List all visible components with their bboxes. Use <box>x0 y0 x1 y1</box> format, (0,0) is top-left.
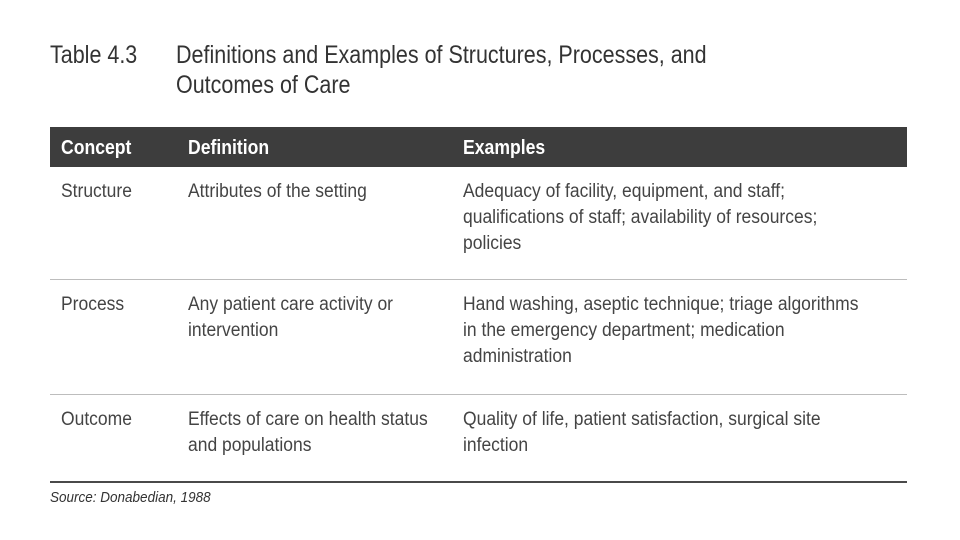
cell-concept: Outcome <box>61 409 132 430</box>
header-definition: Definition <box>188 137 270 159</box>
cell-concept: Process <box>61 294 125 315</box>
table-title-line-1: Definitions and Examples of Structures, Processes, and <box>176 41 707 69</box>
cell-concept: Structure <box>61 181 132 202</box>
table-header-row <box>50 127 907 167</box>
cell-definition: Attributes of the setting <box>188 181 367 202</box>
cell-examples: Quality of life, patient satisfaction, surgical site infection <box>463 409 821 456</box>
cell-examples: Hand washing, aseptic technique; triage algorithms in the emergency department; medication administration <box>463 294 859 367</box>
source-citation: Source: Donabedian, 1988 <box>50 489 211 506</box>
table-title-block <box>50 40 910 100</box>
table-row-outcome <box>50 395 907 483</box>
cell-definition: Any patient care activity or intervention <box>188 294 394 341</box>
table-title-line-2: Outcomes of Care <box>176 71 351 99</box>
cell-definition: Effects of care on health status and populations <box>188 409 428 456</box>
cell-examples: Adequacy of facility, equipment, and staff; qualifications of staff; availability of resources; policies <box>463 181 818 254</box>
header-examples: Examples <box>463 137 546 159</box>
table-row-process <box>50 280 907 395</box>
definitions-table <box>50 127 907 483</box>
table-number-label: Table 4.3 <box>50 41 138 69</box>
table-row-structure <box>50 167 907 280</box>
table-title <box>176 40 769 100</box>
header-concept: Concept <box>61 137 132 159</box>
